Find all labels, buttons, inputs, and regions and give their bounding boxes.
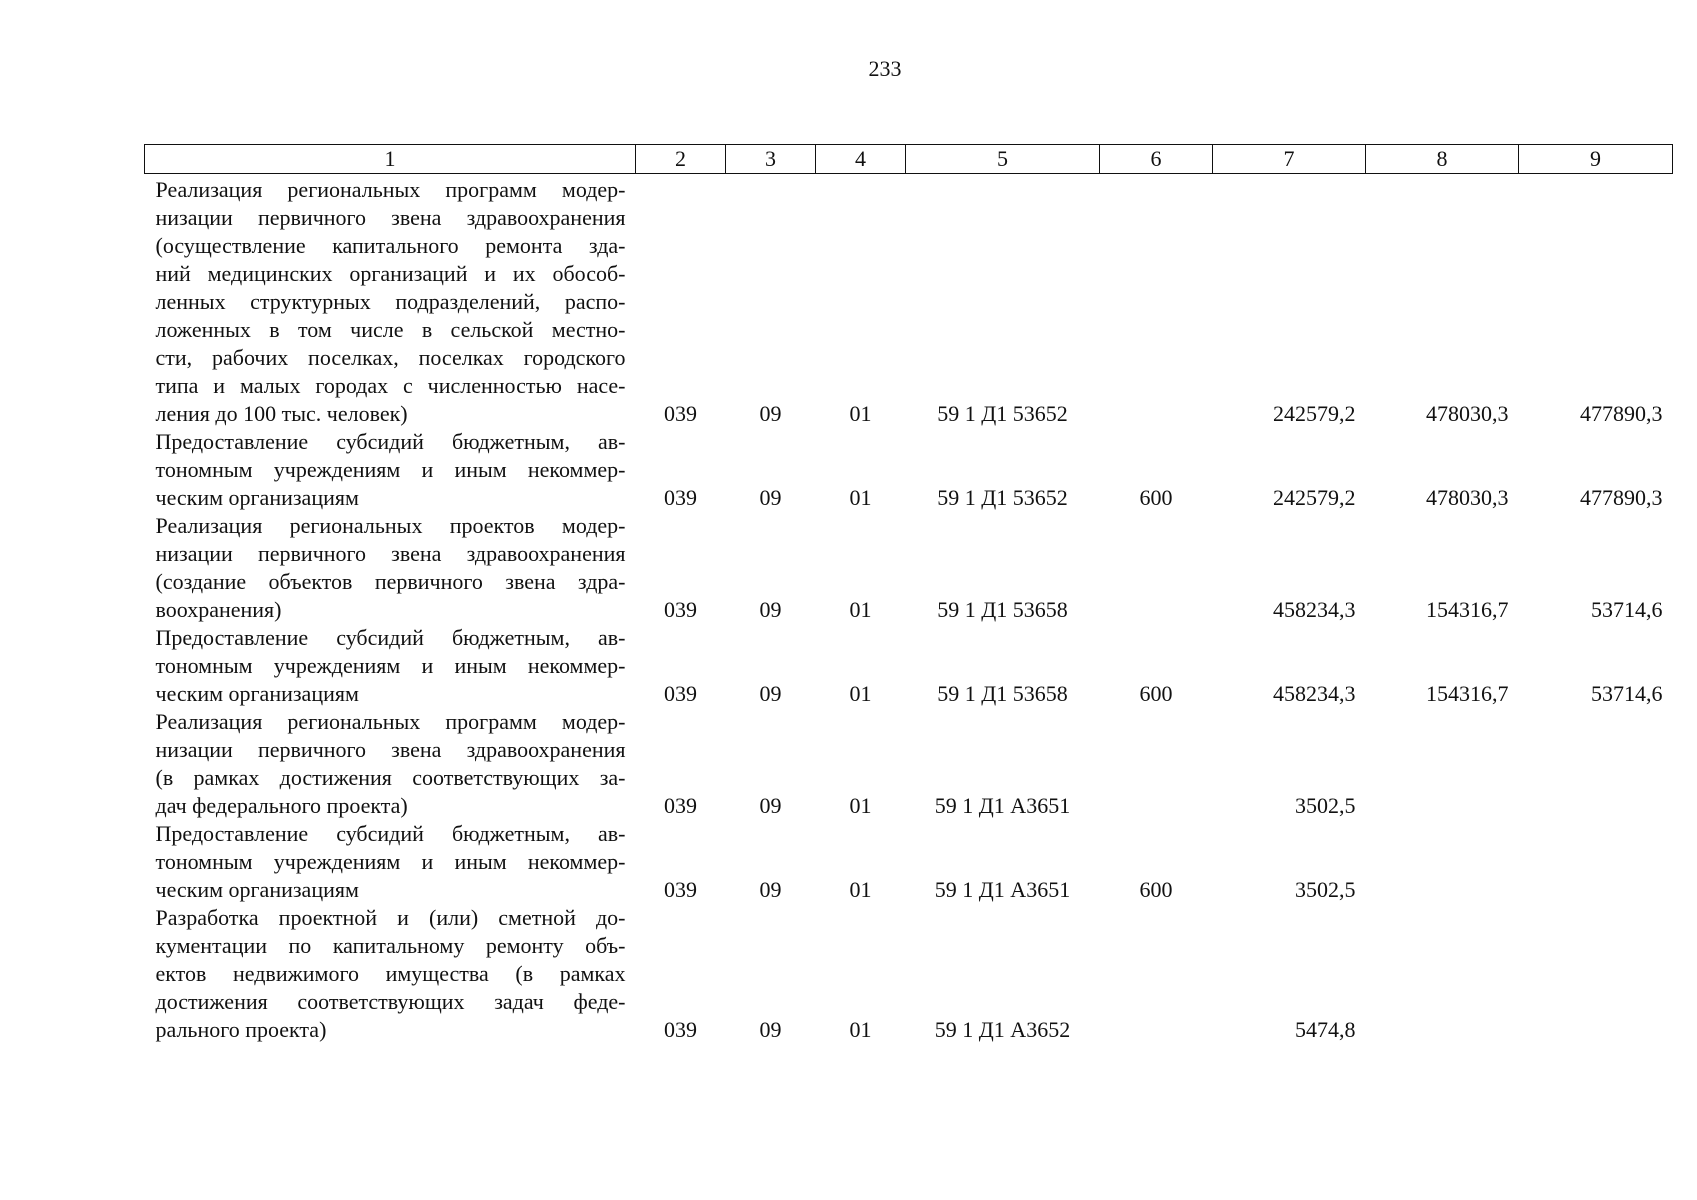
chapter-code-cell: 09 — [759, 1017, 782, 1042]
table-row — [145, 512, 1673, 624]
amount-col8-cell — [1366, 904, 1519, 1044]
description-cell — [145, 428, 636, 512]
description-line: сти, рабочих поселках, поселках городского — [155, 345, 626, 370]
chapter-code-cell: 09 — [759, 401, 782, 426]
description-line: (в рамках достижения соответствующих за- — [155, 765, 626, 790]
description-cell — [145, 512, 636, 624]
subsection-code-cell: 01 — [849, 597, 872, 622]
amount-col7-cell: 458234,3 — [1273, 681, 1356, 706]
expense-type-cell — [1100, 174, 1213, 429]
table-row — [145, 708, 1673, 820]
subsection-code-cell: 01 — [849, 485, 872, 510]
subsection-code-cell: 01 — [849, 681, 872, 706]
budget-table — [144, 144, 1673, 1044]
target-article-cell: 59 1 Д1 А3651 — [934, 793, 1071, 818]
description-line: ленных структурных подразделений, распо- — [155, 289, 626, 314]
description-line: Предоставление субсидий бюджетным, ав- — [155, 821, 626, 846]
expense-type-cell — [1100, 512, 1213, 624]
chapter-code-cell: 09 — [759, 877, 782, 902]
expense-type-cell — [1100, 904, 1213, 1044]
description-line: кументации по капитальному ремонту объ- — [155, 933, 626, 958]
amount-col9-cell: 477890,3 — [1580, 485, 1663, 510]
table-body — [145, 174, 1673, 1045]
description-line: низации первичного звена здравоохранения — [155, 737, 626, 762]
expense-type-cell: 600 — [1139, 485, 1173, 510]
target-article-cell: 59 1 Д1 53658 — [937, 681, 1068, 706]
amount-col8-cell — [1366, 708, 1519, 820]
amount-col7-cell: 242579,2 — [1273, 401, 1356, 426]
chapter-code-cell: 09 — [759, 681, 782, 706]
description-line: ний медицинских организаций и их обособ- — [155, 261, 626, 286]
amount-col7-cell: 3502,5 — [1295, 793, 1356, 818]
description-line: ления до 100 тыс. человек) — [155, 401, 408, 426]
target-article-cell: 59 1 Д1 А3652 — [934, 1017, 1071, 1042]
expense-type-cell — [1100, 708, 1213, 820]
description-line: тономным учреждениям и иным некоммер- — [155, 653, 626, 678]
subsection-code-cell: 01 — [849, 793, 872, 818]
expense-type-cell: 600 — [1139, 681, 1173, 706]
amount-col7-cell: 458234,3 — [1273, 597, 1356, 622]
description-line: Реализация региональных программ модер- — [155, 177, 626, 202]
col-header-4: 4 — [816, 145, 906, 174]
description-line: Реализация региональных проектов модер- — [155, 513, 626, 538]
amount-col7-cell: 3502,5 — [1295, 877, 1356, 902]
amount-col8-cell — [1366, 820, 1519, 904]
amount-col9-cell — [1519, 820, 1673, 904]
table-row — [145, 624, 1673, 708]
description-line: Разработка проектной и (или) сметной до- — [155, 905, 626, 930]
description-line: (создание объектов первичного звена здра- — [155, 569, 626, 594]
section-code-cell: 039 — [664, 1017, 697, 1042]
section-code-cell: 039 — [664, 793, 697, 818]
amount-col8-cell: 478030,3 — [1426, 401, 1509, 426]
amount-col7-cell: 5474,8 — [1295, 1017, 1356, 1042]
amount-col8-cell: 154316,7 — [1426, 681, 1509, 706]
col-header-8: 8 — [1366, 145, 1519, 174]
description-line: дач федерального проекта) — [155, 793, 408, 818]
subsection-code-cell: 01 — [849, 877, 872, 902]
description-cell — [145, 708, 636, 820]
table-row — [145, 820, 1673, 904]
description-line: ческим организациям — [155, 681, 359, 706]
amount-col7-cell: 242579,2 — [1273, 485, 1356, 510]
amount-col8-cell: 154316,7 — [1426, 597, 1509, 622]
description-line: ложенных в том числе в сельской местно- — [155, 317, 626, 342]
section-code-cell: 039 — [664, 401, 697, 426]
col-header-1: 1 — [145, 145, 636, 174]
description-line: ческим организациям — [155, 485, 359, 510]
subsection-code-cell: 01 — [849, 401, 872, 426]
target-article-cell: 59 1 Д1 53652 — [937, 485, 1068, 510]
description-line: ческим организациям — [155, 877, 359, 902]
table-row — [145, 174, 1673, 429]
chapter-code-cell: 09 — [759, 485, 782, 510]
description-line: типа и малых городах с численностью насе- — [155, 373, 626, 398]
subsection-code-cell: 01 — [849, 1017, 872, 1042]
description-line: ектов недвижимого имущества (в рамках — [155, 961, 626, 986]
amount-col9-cell — [1519, 904, 1673, 1044]
description-line: Реализация региональных программ модер- — [155, 709, 626, 734]
amount-col9-cell: 53714,6 — [1591, 597, 1663, 622]
col-header-3: 3 — [726, 145, 816, 174]
chapter-code-cell: 09 — [759, 597, 782, 622]
description-line: низации первичного звена здравоохранения — [155, 205, 626, 230]
expense-type-cell: 600 — [1139, 877, 1173, 902]
amount-col9-cell: 477890,3 — [1580, 401, 1663, 426]
section-code-cell: 039 — [664, 485, 697, 510]
description-line: тономным учреждениям и иным некоммер- — [155, 849, 626, 874]
description-line: воохранения) — [155, 597, 282, 622]
col-header-6: 6 — [1100, 145, 1213, 174]
description-line: (осуществление капитального ремонта зда- — [155, 233, 626, 258]
col-header-2: 2 — [636, 145, 726, 174]
target-article-cell: 59 1 Д1 53658 — [937, 597, 1068, 622]
description-cell — [145, 820, 636, 904]
chapter-code-cell: 09 — [759, 793, 782, 818]
table-row — [145, 428, 1673, 512]
page-number: 233 — [868, 56, 902, 81]
section-code-cell: 039 — [664, 597, 697, 622]
target-article-cell: 59 1 Д1 53652 — [937, 401, 1068, 426]
description-cell — [145, 174, 636, 429]
description-line: Предоставление субсидий бюджетным, ав- — [155, 625, 626, 650]
description-line: низации первичного звена здравоохранения — [155, 541, 626, 566]
amount-col9-cell: 53714,6 — [1591, 681, 1663, 706]
description-line: Предоставление субсидий бюджетным, ав- — [155, 429, 626, 454]
description-cell — [145, 624, 636, 708]
col-header-7: 7 — [1213, 145, 1366, 174]
description-cell — [145, 904, 636, 1044]
col-header-5: 5 — [906, 145, 1100, 174]
header-row — [145, 145, 1673, 174]
section-code-cell: 039 — [664, 681, 697, 706]
description-line: рального проекта) — [155, 1017, 327, 1042]
amount-col9-cell — [1519, 708, 1673, 820]
col-header-9: 9 — [1519, 145, 1673, 174]
table-row — [145, 904, 1673, 1044]
section-code-cell: 039 — [664, 877, 697, 902]
target-article-cell: 59 1 Д1 А3651 — [934, 877, 1071, 902]
description-line: тономным учреждениям и иным некоммер- — [155, 457, 626, 482]
amount-col8-cell: 478030,3 — [1426, 485, 1509, 510]
description-line: достижения соответствующих задач феде- — [155, 989, 626, 1014]
